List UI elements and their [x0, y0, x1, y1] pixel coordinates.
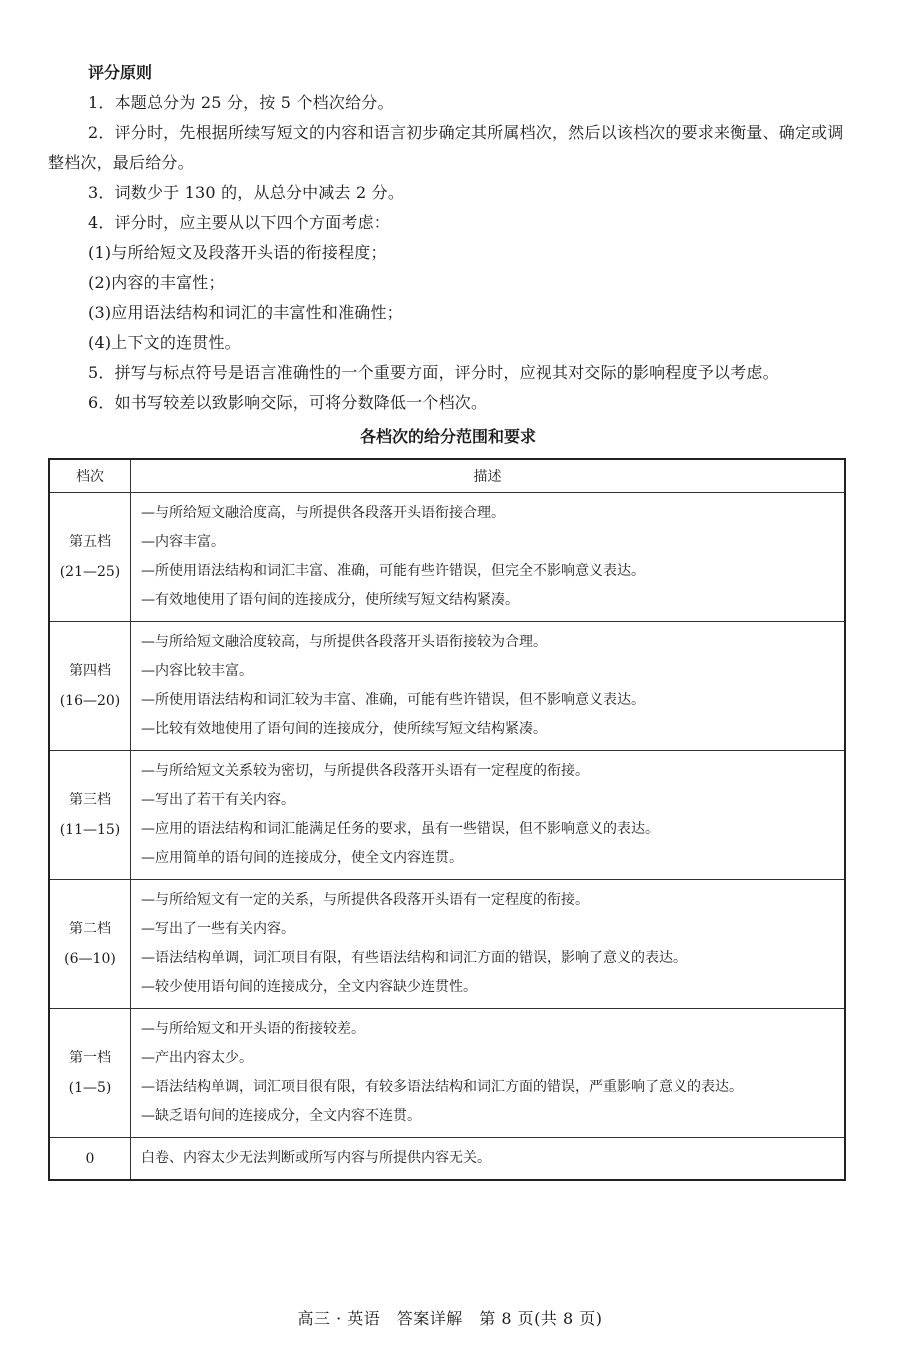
description-line: —所使用语法结构和词汇丰富、准确，可能有些许错误，但完全不影响意义表达。: [141, 563, 645, 579]
page-footer: 高三 · 英语 答案详解 第 8 页(共 8 页): [297, 1309, 603, 1328]
description-cell: [131, 880, 846, 1009]
sub-item-4: (4)上下文的连贯性。: [88, 333, 241, 352]
level-cell: [49, 880, 131, 1009]
description-line: —内容丰富。: [141, 534, 225, 550]
description-line: —与所给短文融洽度较高，与所提供各段落开头语衔接较为合理。: [141, 634, 547, 650]
principle-item-4: 4．评分时，应主要从以下四个方面考虑：: [88, 213, 390, 232]
level-range: (21—25): [59, 564, 121, 580]
level-name: 第三档: [69, 792, 111, 808]
level-cell: [49, 1138, 131, 1181]
level-range: (16—20): [59, 693, 121, 709]
description-line: —与所给短文融洽度高，与所提供各段落开头语衔接合理。: [141, 505, 505, 521]
table-title: 各档次的给分范围和要求: [359, 427, 536, 446]
principle-item-5: 5．拼写与标点符号是语言准确性的一个重要方面，评分时，应视其对交际的影响程度予以考虑。: [88, 363, 779, 382]
description-line: —语法结构单调，词汇项目有限，有些语法结构和词汇方面的错误，影响了意义的表达。: [141, 950, 687, 966]
table-row: [49, 1138, 845, 1181]
scoring-table: [48, 458, 846, 1181]
description-line: —应用的语法结构和词汇能满足任务的要求，虽有一些错误，但不影响意义的表达。: [141, 821, 659, 837]
level-cell: [49, 493, 131, 622]
table-row: [49, 1009, 845, 1138]
level-cell: [49, 622, 131, 751]
level-name: 0: [85, 1150, 95, 1167]
sub-item-2: (2)内容的丰富性；: [88, 273, 225, 292]
principle-item-2: 2．评分时，先根据所续写短文的内容和语言初步确定其所属档次，然后以该档次的要求来衡量、确定或调整档次，最后给分。: [48, 123, 844, 172]
description-line: —比较有效地使用了语句间的连接成分，使所续写短文结构紧凑。: [141, 721, 547, 737]
level-range: (6—10): [64, 951, 116, 967]
level-name: 第四档: [69, 663, 111, 679]
level-name: 第五档: [69, 534, 111, 550]
description-cell: [131, 751, 846, 880]
description-cell: [131, 1138, 846, 1181]
header-description: 描述: [131, 459, 846, 493]
level-cell: [49, 1009, 131, 1138]
table-row: [49, 880, 845, 1009]
principle-item-6: 6．如书写较差以致影响交际，可将分数降低一个档次。: [88, 393, 488, 412]
table-header-row: [49, 459, 845, 493]
description-line: —所使用语法结构和词汇较为丰富、准确，可能有些许错误，但不影响意义表达。: [141, 692, 645, 708]
description-line: —写出了若干有关内容。: [141, 792, 295, 808]
level-name: 第二档: [69, 921, 111, 937]
sub-item-1: (1)与所给短文及段落开头语的衔接程度；: [88, 243, 387, 262]
description-line: —语法结构单调，词汇项目很有限，有较多语法结构和词汇方面的错误，严重影响了意义的表达。: [141, 1079, 743, 1095]
description-line: —产出内容太少。: [141, 1050, 253, 1066]
document-body: [48, 58, 848, 1181]
description-line: 白卷、内容太少无法判断或所写内容与所提供内容无关。: [141, 1150, 491, 1166]
description-line: —有效地使用了语句间的连接成分，使所续写短文结构紧凑。: [141, 592, 519, 608]
header-level: 档次: [49, 459, 131, 493]
principles-title: 评分原则: [88, 63, 153, 82]
description-line: —内容比较丰富。: [141, 663, 253, 679]
level-range: (1—5): [68, 1080, 112, 1096]
description-cell: [131, 493, 846, 622]
table-row: [49, 751, 845, 880]
principle-item-3: 3．词数少于 130 的，从总分中减去 2 分。: [88, 183, 405, 202]
principle-item-1: 1．本题总分为 25 分，按 5 个档次给分。: [88, 93, 394, 112]
description-line: —缺乏语句间的连接成分，全文内容不连贯。: [141, 1108, 421, 1124]
description-line: —与所给短文有一定的关系，与所提供各段落开头语有一定程度的衔接。: [141, 892, 589, 908]
table-row: [49, 622, 845, 751]
description-cell: [131, 1009, 846, 1138]
description-line: —较少使用语句间的连接成分，全文内容缺少连贯性。: [141, 979, 477, 995]
level-range: (11—15): [59, 822, 121, 838]
sub-item-3: (3)应用语法结构和词汇的丰富性和准确性；: [88, 303, 403, 322]
table-row: [49, 493, 845, 622]
description-line: —应用简单的语句间的连接成分，使全文内容连贯。: [141, 850, 463, 866]
description-line: —与所给短文和开头语的衔接较差。: [141, 1021, 365, 1037]
description-line: —写出了一些有关内容。: [141, 921, 295, 937]
description-line: —与所给短文关系较为密切，与所提供各段落开头语有一定程度的衔接。: [141, 763, 589, 779]
level-cell: [49, 751, 131, 880]
level-name: 第一档: [69, 1050, 111, 1066]
description-cell: [131, 622, 846, 751]
